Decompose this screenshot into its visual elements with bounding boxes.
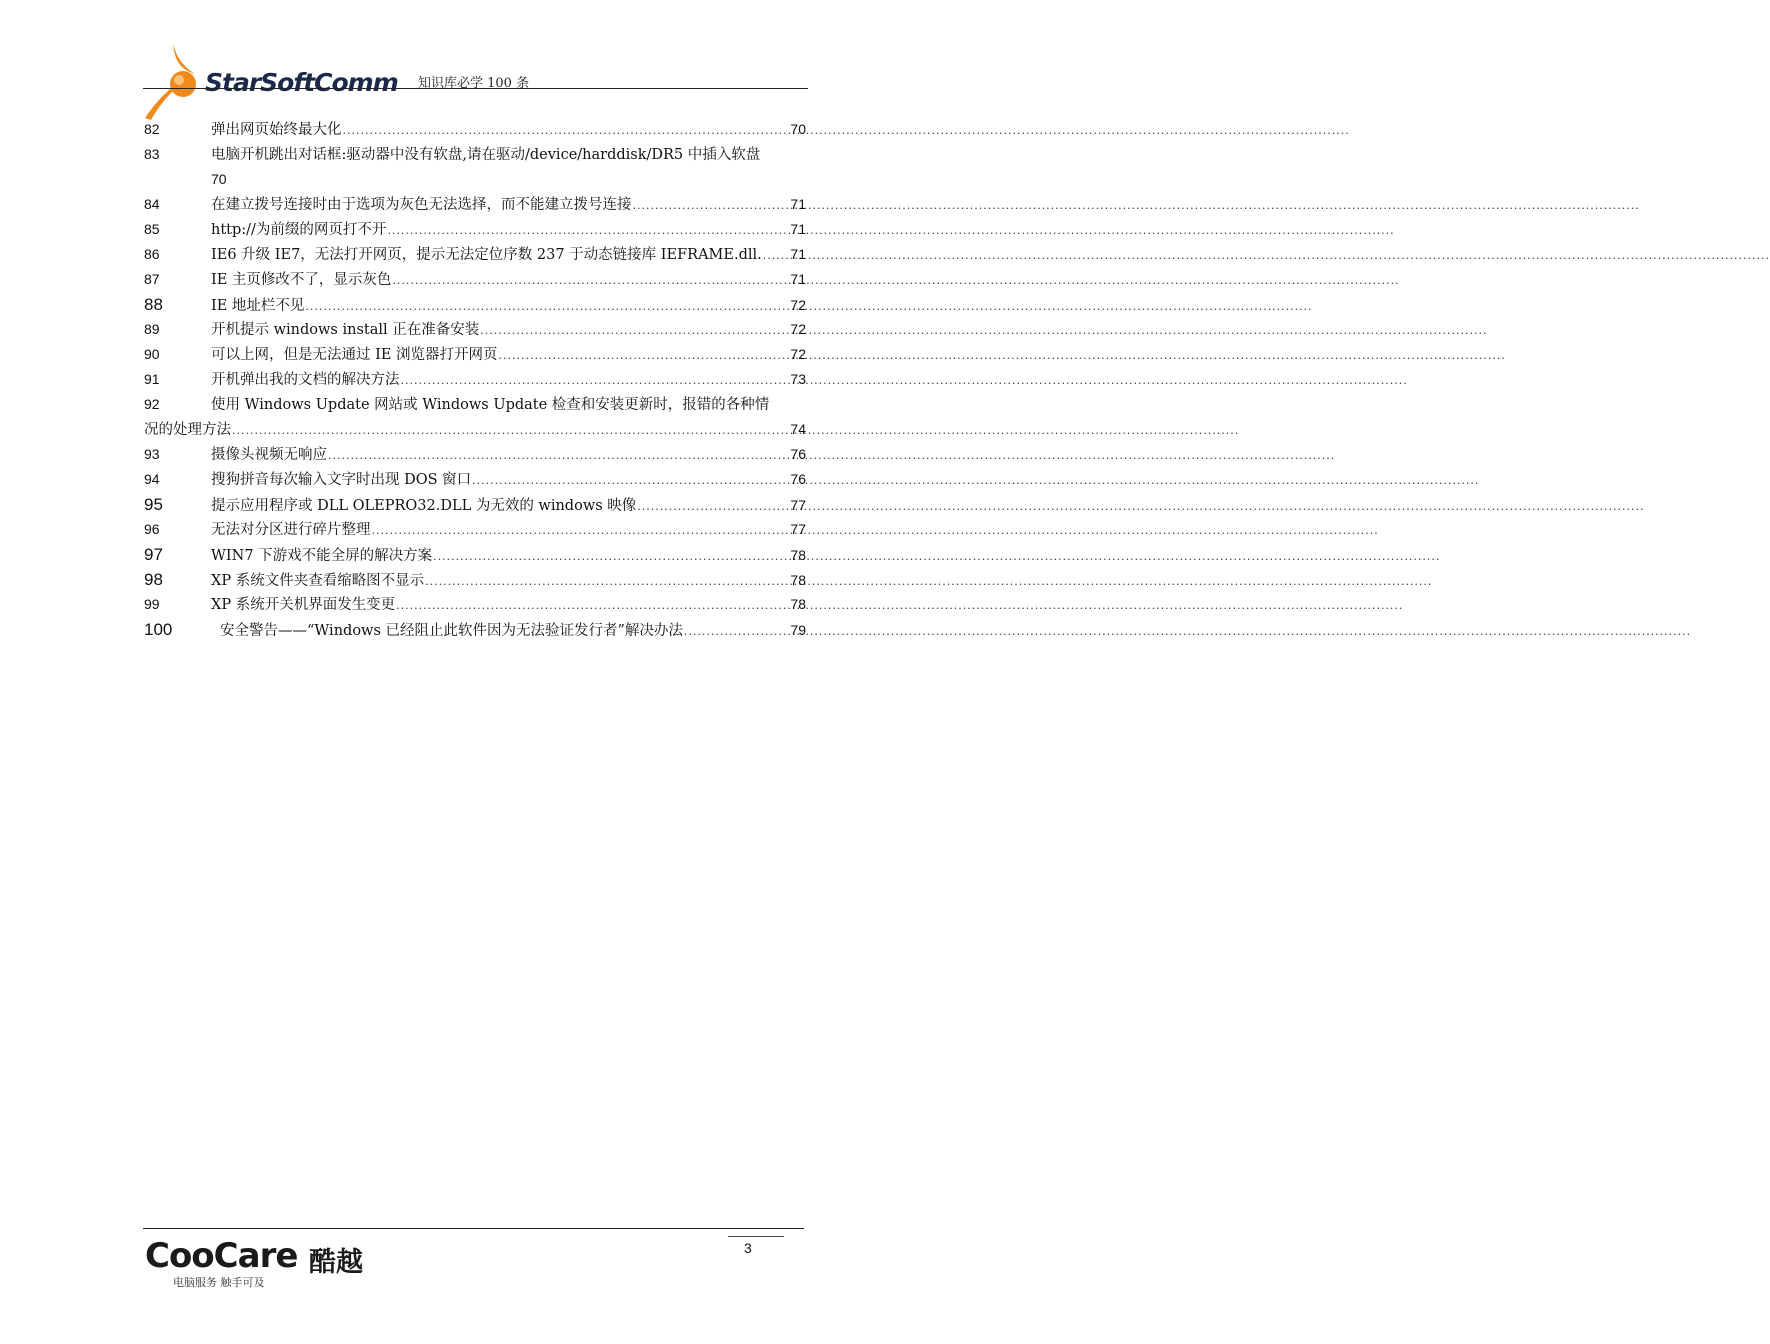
toc-entry-number: 97 [144, 545, 163, 564]
page-header [143, 40, 808, 120]
toc-line [144, 292, 806, 317]
toc-dot-leader [372, 518, 790, 543]
toc-entry[interactable] [144, 567, 806, 592]
toc-entry-number: 84 [144, 196, 160, 212]
page-number-rule [728, 1236, 784, 1237]
toc-entry-title: WIN7 下游戏不能全屏的解决方案 [211, 548, 433, 564]
toc-entry-page: 71 [790, 196, 806, 212]
toc-dot-leader [305, 294, 789, 319]
toc-line [144, 592, 806, 617]
coocare-logo [145, 1236, 375, 1288]
toc-entry-page: 72 [790, 297, 806, 313]
toc-dot-leader [232, 418, 789, 443]
toc-entry-title: 搜狗拼音每次输入文字时出现 DOS 窗口 [211, 472, 472, 488]
toc-entry[interactable] [144, 542, 806, 567]
toc-entry[interactable] [144, 192, 806, 217]
toc-line-continuation [144, 167, 806, 192]
toc-entry-number: 100 [144, 620, 173, 639]
toc-entry-number: 98 [144, 570, 163, 589]
toc-entry-number: 88 [144, 295, 163, 314]
toc-dot-leader [433, 544, 789, 569]
toc-entry-page: 78 [790, 572, 806, 588]
toc-entry-title: XP 系统文件夹查看缩略图不显示 [211, 573, 425, 589]
toc-entry-title: 无法对分区进行碎片整理 [211, 522, 371, 538]
toc-line [144, 317, 806, 342]
toc-entry[interactable] [144, 592, 806, 617]
toc-entry-page: 77 [790, 521, 806, 537]
footer-divider [143, 1228, 804, 1229]
coocare-logo-text: CooCare [145, 1236, 298, 1276]
toc-line [144, 242, 806, 267]
toc-entry-page: 71 [790, 221, 806, 237]
toc-entry[interactable] [144, 292, 806, 317]
toc-dot-leader [763, 243, 790, 268]
toc-entry-page: 71 [790, 246, 806, 262]
toc-entry-page: 77 [790, 497, 806, 513]
toc-entry-number: 86 [144, 246, 160, 262]
toc-entry-title: 开机弹出我的文档的解决方法 [211, 372, 400, 388]
toc-dot-leader [637, 494, 789, 519]
toc-entry-title: 安全警告——“Windows 已经阻止此软件因为无法验证发行者”解决办法 [220, 623, 683, 639]
toc-entry-number: 91 [144, 371, 160, 387]
header-title: 知识库必学 100 条 [418, 76, 530, 91]
toc-entry-page: 72 [790, 346, 806, 362]
toc-entry-title: IE 地址栏不见 [211, 298, 305, 314]
toc-entry-page: 71 [790, 271, 806, 287]
toc-entry-title: 摄像头视频无响应 [211, 447, 327, 463]
toc-entry-number: 93 [144, 446, 160, 462]
toc-entry-title: 弹出网页始终最大化 [211, 122, 342, 138]
toc-line [144, 342, 806, 367]
toc-entry-title: IE 主页修改不了，显示灰色 [211, 272, 392, 288]
toc-entry-page: 76 [790, 446, 806, 462]
toc-entry[interactable] [144, 217, 806, 242]
toc-entry[interactable] [144, 492, 806, 517]
toc-dot-leader [684, 619, 790, 644]
toc-line [144, 467, 806, 492]
toc-dot-leader [401, 368, 790, 393]
toc-line [144, 367, 806, 392]
toc-line [144, 492, 806, 517]
toc-entry-title: XP 系统开关机界面发生变更 [211, 597, 396, 613]
toc-entry-title: 提示应用程序或 DLL OLEPRO32.DLL 为无效的 windows 映像 [211, 498, 637, 514]
toc-entry-page: 78 [790, 547, 806, 563]
toc-entry-number: 96 [144, 521, 160, 537]
toc-dot-leader [387, 218, 789, 243]
toc-line [144, 617, 806, 642]
toc-entry-page: 70 [790, 121, 806, 137]
toc-line [144, 517, 806, 542]
table-of-contents [144, 117, 806, 642]
toc-entry-page: 72 [790, 321, 806, 337]
toc-entry-title: 可以上网，但是无法通过 IE 浏览器打开网页 [211, 347, 498, 363]
toc-entry-number: 95 [144, 495, 163, 514]
toc-entry[interactable] [144, 517, 806, 542]
toc-entry-number: 82 [144, 121, 160, 137]
coocare-slogan: 电脑服务 触手可及 [173, 1276, 265, 1289]
toc-entry-title-continuation: 况的处理方法 [144, 422, 231, 438]
toc-line [144, 117, 806, 142]
toc-dot-leader [328, 443, 789, 468]
toc-entry[interactable] [144, 367, 806, 392]
toc-entry-number: 89 [144, 321, 160, 337]
toc-entry[interactable] [144, 392, 806, 442]
toc-line [144, 217, 806, 242]
page-number: 3 [744, 1240, 752, 1256]
toc-dot-leader [343, 118, 790, 143]
toc-entry-number: 85 [144, 221, 160, 237]
toc-entry-title: 在建立拨号连接时由于选项为灰色无法选择，而不能建立拨号连接 [211, 197, 632, 213]
toc-dot-leader [392, 268, 789, 293]
toc-entry[interactable] [144, 142, 806, 192]
toc-entry[interactable] [144, 617, 806, 642]
toc-entry[interactable] [144, 442, 806, 467]
toc-entry[interactable] [144, 467, 806, 492]
toc-dot-leader [472, 468, 789, 493]
toc-line [144, 142, 806, 167]
toc-line [144, 392, 806, 417]
toc-entry-page: 73 [790, 371, 806, 387]
coocare-logo-cn: 酷越 [309, 1247, 363, 1278]
toc-dot-leader [425, 569, 789, 594]
toc-dot-leader [633, 193, 790, 218]
header-logo-text: StarSoftComm [205, 68, 398, 97]
toc-entry[interactable] [144, 342, 806, 367]
toc-entry-page: 78 [790, 596, 806, 612]
toc-entry-title: 使用 Windows Update 网站或 Windows Update 检查和安装更新时，报错的各种情 [211, 397, 770, 413]
toc-line [144, 542, 806, 567]
toc-entry-number: 87 [144, 271, 160, 287]
toc-entry-number: 99 [144, 596, 160, 612]
toc-entry-number: 90 [144, 346, 160, 362]
toc-line [144, 192, 806, 217]
toc-entry-page: 74 [790, 421, 806, 437]
toc-entry[interactable] [144, 317, 806, 342]
toc-line [144, 267, 806, 292]
toc-entry[interactable] [144, 117, 806, 142]
toc-entry-title: 开机提示 windows install 正在准备安装 [211, 322, 480, 338]
toc-line [144, 442, 806, 467]
toc-dot-leader [499, 343, 790, 368]
toc-entry-number: 83 [144, 146, 160, 162]
toc-dot-leader [396, 593, 789, 618]
toc-entry[interactable] [144, 242, 806, 267]
toc-entry-title: http://为前缀的网页打不开 [211, 222, 387, 238]
toc-entry-number: 92 [144, 396, 160, 412]
toc-entry-page: 76 [790, 471, 806, 487]
toc-entry-number: 94 [144, 471, 160, 487]
toc-entry-title: 电脑开机跳出对话框:驱动器中没有软盘,请在驱动/device/harddisk/DR5 中插入软盘 [211, 147, 761, 163]
toc-line-continuation [144, 417, 806, 442]
toc-entry[interactable] [144, 267, 806, 292]
toc-entry-page: 79 [790, 622, 806, 638]
toc-entry-title: IE6 升级 IE7，无法打开网页，提示无法定位序数 237 于动态链接库 IEFRAME.dll. [211, 247, 762, 263]
toc-dot-leader [480, 318, 789, 343]
header-divider [143, 88, 808, 89]
toc-entry-page: 70 [211, 171, 227, 187]
toc-line [144, 567, 806, 592]
